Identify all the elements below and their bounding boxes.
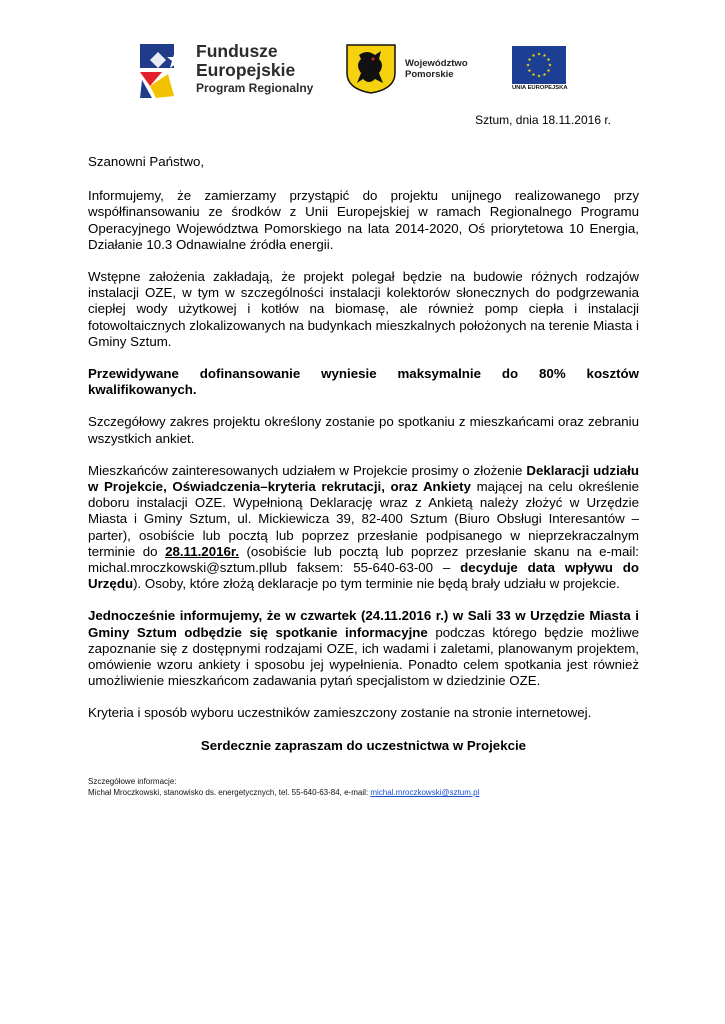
paragraph-declaration xyxy=(88,463,639,593)
declaration-text-1: Mieszkańców zainteresowanych udziałem w Projekcie prosimy o złożenie xyxy=(88,462,527,478)
declaration-text-4: ). Osoby, które złożą deklaracje po tym terminie nie będą brały udziału w projekcie. xyxy=(133,576,620,592)
unia-europejska-logo xyxy=(512,46,566,96)
paragraph-scope: Szczegółowy zakres projektu określony zostanie po spotkaniu z mieszkańcami oraz zebraniu wszystkich ankiet. xyxy=(88,414,639,446)
closing-line: Serdecznie zapraszam do uczestnictwa w Projekcie xyxy=(200,737,527,753)
paragraph-criteria: Kryteria i sposób wyboru uczestników zamieszczony zostanie na stronie internetowej. xyxy=(88,705,592,721)
meeting-details: podczas którego będzie możliwe zapoznanie się z dostępnymi rodzajami OZE, ich wadami i zaletami, planowanym projektem, omówienie wzoru ankiety i sposobu jej wypełnienia. Ponadto celem spotkania jest również umożliwienie mieszkańcom zadawania pytań specjalistom w dziedzinie OZE. xyxy=(88,624,639,689)
fundusze-europejskie-mark-icon xyxy=(140,40,186,102)
pom-logo-line1: Województwo xyxy=(405,58,468,69)
footer-contact-line xyxy=(88,787,648,798)
fe-logo-line3: Program Regionalny xyxy=(196,81,314,95)
funding-highlight: Przewidywane dofinansowanie wyniesie maksymalnie do 80% kosztów kwalifikowanych. xyxy=(88,366,639,398)
declaration-text-2: mającej na celu określenie doboru instalacji OZE. Wypełnioną Deklarację wraz z Ankietą należy złożyć w Urzędzie Miasta i Gminy Sztum, ul. Mickiewicza 39, 82-400 Sztum (Biuro Obsługi Interesantów – parter), osobiście lub pocztą lub poprzez przesłanie podpisanego w nieprzekraczalnym terminie do xyxy=(88,479,639,559)
salutation: Szanowni Państwo, xyxy=(88,154,205,169)
wojewodztwo-pomorskie-logo xyxy=(345,43,505,93)
declaration-documents: Deklaracji udziału w Projekcie, Oświadczenia–kryteria rekrutacji, oraz Ankiety xyxy=(88,462,639,495)
pomorskie-text xyxy=(405,58,468,80)
paragraph-meeting xyxy=(88,608,639,689)
fe-logo-line2: Europejskie xyxy=(196,60,296,80)
footer-email-link[interactable]: michal.mroczkowski@sztum.pl xyxy=(370,788,480,797)
eu-flag-icon xyxy=(512,46,566,84)
paragraph-project-intro: Informujemy, że zamierzamy przystąpić do projektu unijnego realizowanego przy współfinansowaniu ze środków z Unii Europejskiej w ramach Regionalnego Programu Operacyjnego Województwa Pomorskiego na lata 2014-2020, Oś priorytetowa 10 Energia, Działanie 10.3 Odnawialne źródła energii. xyxy=(88,188,639,252)
fundusze-europejskie-text xyxy=(196,42,313,96)
footer-heading: Szczegółowe informacje: xyxy=(88,777,177,786)
declaration-receipt-date-note: decyduje data wpływu do Urzędu xyxy=(88,560,639,592)
paragraph-funding xyxy=(88,366,639,398)
letter-body xyxy=(88,154,639,770)
pom-logo-line2: Pomorskie xyxy=(405,69,454,80)
header-logos xyxy=(0,38,725,102)
declaration-text-3: (osobiście lub pocztą lub poprzez przesłanie skanu na e-mail: michal.mroczkowski@sztum.pllub faksem: 55-640-63-00 – xyxy=(88,543,639,576)
meeting-announcement: Jednocześnie informujemy, że w czwartek (24.11.2016 r.) w Sali 33 w Urzędzie Miasta i Gminy Sztum odbędzie się spotkanie informacyjne xyxy=(88,608,639,640)
footer-contact xyxy=(88,776,648,798)
fe-logo-line1: Fundusze xyxy=(196,41,278,61)
letter-date: Sztum, dnia 18.11.2016 r. xyxy=(475,113,611,127)
footer-contact-text: Michał Mroczkowski, stanowisko ds. energetycznych, tel. 55-640-63-84, e-mail: xyxy=(88,788,371,797)
fundusze-europejskie-logo xyxy=(140,40,340,102)
paragraph-assumptions: Wstępne założenia zakładają, że projekt polegał będzie na budowie różnych rodzajów instalacji OZE, w tym w szczególności instalacji kolektorów słonecznych do podgrzewania ciepłej wody użytkowej i kotłów na biomasę, ale również pomp ciepła i instalacji fotowoltaicznych zlokalizowanych na budynkach mieszkalnych położonych na terenie Miasta i Gminy Sztum. xyxy=(88,269,639,349)
griffin-shield-icon xyxy=(345,43,397,95)
eu-logo-label: UNIA EUROPEJSKA xyxy=(512,85,568,91)
declaration-deadline: 28.11.2016r. xyxy=(165,543,240,559)
